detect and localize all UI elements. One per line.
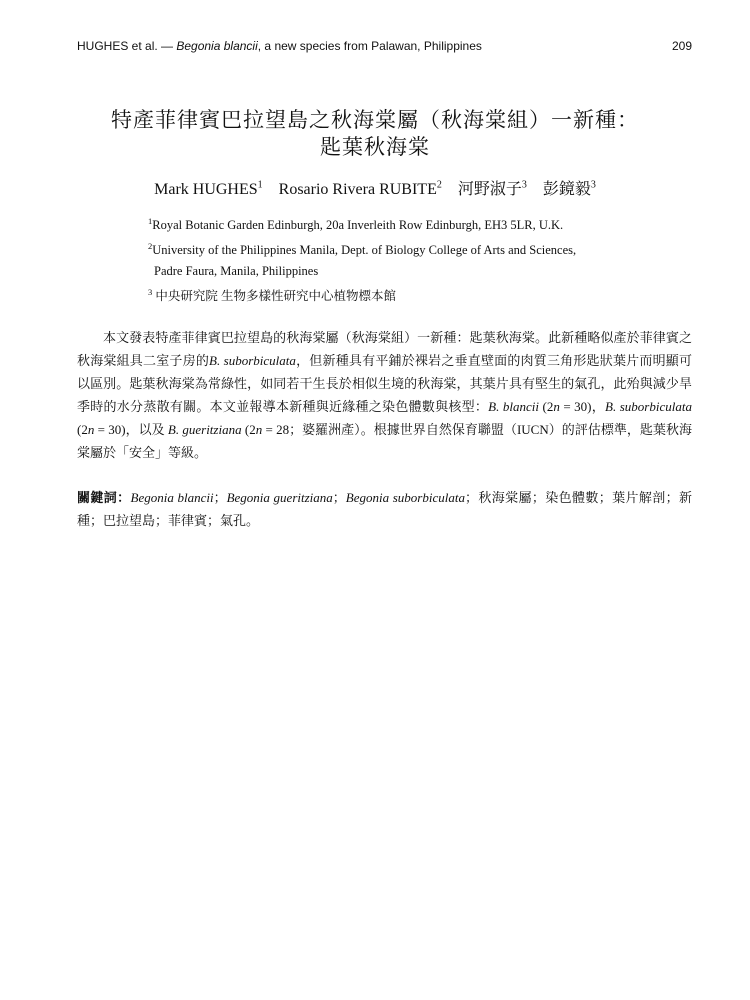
title-line-2: 匙葉秋海棠 [320, 135, 430, 159]
running-title: HUGHES et al. — Begonia blancii, a new species from Palawan, Philippines [77, 39, 482, 53]
author-name: 彭鏡毅$^3$ [542, 179, 596, 198]
abstract-paragraph: 本文發表特產菲律賓巴拉望島的秋海棠屬（秋海棠組）一新種：匙葉秋海棠。此新種略似產於菲律賓之秋海棠組具二室子房的B. suborbiculata，但新種具有平鋪於裸岩之垂直壁面的肉質三角形匙狀葉片而明顯可以區別。匙葉秋海棠為常綠性，如同若干生長於相似生境的秋海棠，其葉片具有堅生的氣孔，此殆與減少旱季時的水分蒸散有關。本文並報導本新種與近緣種之染色體數與核型：B. blancii (2n = 30)，B. suborbiculata (2n = 30)，以及 B. gueritziana (2n = 28；婆羅洲產）。根據世界自然保育聯盟（IUCN）的評估標準，匙葉秋海棠屬於「安全」等級。 [77, 330, 692, 460]
keywords-paragraph: 關鍵詞：Begonia blancii；Begonia gueritziana；Begonia suborbiculata；秋海棠屬；染色體數；葉片解剖；新種；巴拉望島；菲律賓；氣孔。 [77, 490, 693, 528]
affiliation-3: $^3$ 中央研究院 生物多樣性研究中心植物標本館 [148, 287, 397, 304]
affiliations [148, 211, 710, 307]
paper-title [60, 107, 690, 161]
keyword: Begonia gueritziana [226, 490, 333, 505]
affiliation-1: $^1$Royal Botanic Garden Edinburgh, 20a Inverleith Row Edinburgh, EH3 5LR, U.K. [148, 216, 564, 233]
keyword: Begonia blancii [130, 490, 214, 505]
keywords-label: 關鍵詞： [77, 490, 131, 505]
running-header [77, 39, 692, 57]
affiliation-2: $^2$University of the Philippines Manila, Dept. of Biology College of Arts and Sciences, [148, 241, 577, 258]
affiliation-2-continued: Padre Faura, Manila, Philippines [154, 264, 319, 279]
keyword: Begonia suborbiculata [345, 490, 465, 505]
author-name: Mark HUGHES$^1$ [154, 179, 263, 198]
author-list [60, 176, 690, 199]
page-number: 209 [671, 39, 692, 53]
author-name: 河野淑子$^3$ [457, 179, 527, 198]
title-line-1: 特產菲律賓巴拉望島之秋海棠屬（秋海棠組）一新種： [111, 108, 639, 132]
author-name: Rosario Rivera RUBITE$^2$ [278, 179, 442, 198]
